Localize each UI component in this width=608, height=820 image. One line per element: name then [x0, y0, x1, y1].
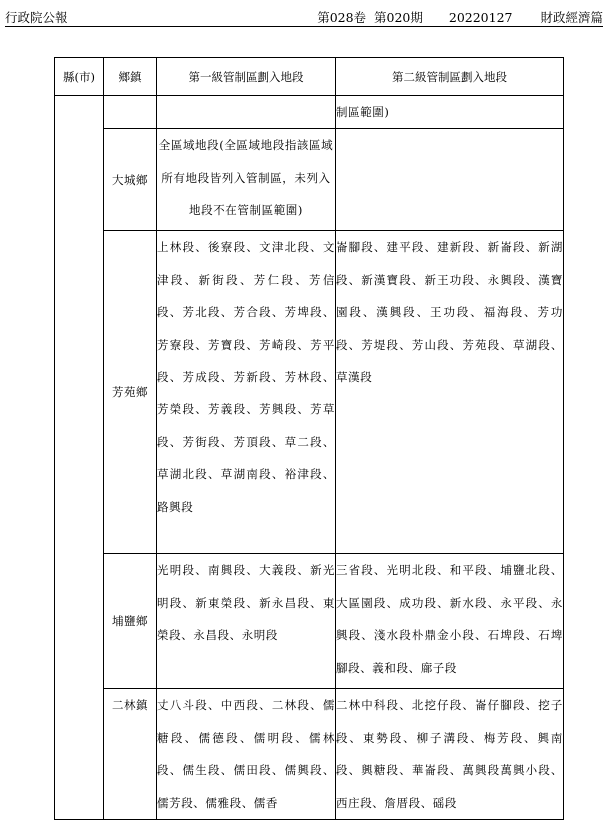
table-row [55, 689, 564, 820]
issue-number: 第020期 [374, 10, 423, 25]
level1-cell [157, 96, 336, 129]
township-cell: 埔鹽鄉 [104, 554, 157, 689]
level1-cell: 全區域地段(全區域地段指該區域所有地段皆列入管制區，未列入地段不在管制區範圍) [157, 129, 336, 231]
section-name: 財政經濟篇 [540, 10, 603, 25]
township-cell: 大城鄉 [104, 129, 157, 231]
column-header-township: 鄉鎮 [104, 58, 157, 96]
level2-cell: 制區範圍) [336, 96, 564, 129]
level1-cell: 光明段、南興段、大義段、新光明段、新東榮段、新永昌段、東榮段、永昌段、永明段 [157, 554, 336, 689]
column-header-level1: 第一級管制區劃入地段 [157, 58, 336, 96]
township-cell: 二林鎮 [104, 689, 157, 820]
volume-number: 第028卷 [317, 10, 367, 25]
page-header [5, 6, 603, 27]
publication-title: 行政院公報 [5, 10, 68, 25]
publish-date: 20220127 [448, 10, 513, 25]
table-row [55, 129, 564, 231]
table-header-row [55, 58, 564, 96]
level2-cell: 二林中科段、北挖仔段、崙仔腳段、挖子段、東勢段、柳子溝段、梅芳段、興南段、興糖段、華崙段、萬興段萬興小段、西庄段、詹厝段、磘段 [336, 689, 564, 820]
township-cell [104, 96, 157, 129]
level2-cell: 三省段、光明北段、和平段、埔鹽北段、大區園段、成功段、新水段、永平段、永興段、淺水段朴鼎金小段、石埤段、石埤腳段、義和段、廍子段 [336, 554, 564, 689]
level1-cell: 上林段、後寮段、文津北段、文津段、新街段、芳仁段、芳信段、芳北段、芳合段、芳埤段、芳寮段、芳寶段、芳崎段、芳平段、芳成段、芳新段、芳林段、芳榮段、芳義段、芳興段、芳草段、芳街段、芳頂段、草二段、草湖北段、草湖南段、裕津段、路興段 [157, 231, 336, 554]
column-header-level2: 第二級管制區劃入地段 [336, 58, 564, 96]
level1-cell: 丈八斗段、中西段、二林段、儒糖段、儒德段、儒明段、儒林段、儒生段、儒田段、儒興段、儒芳段、儒雅段、儒香 [157, 689, 336, 820]
township-cell: 芳苑鄉 [104, 231, 157, 554]
table-row [55, 231, 564, 554]
table-row [55, 554, 564, 689]
level2-cell [336, 129, 564, 231]
level2-cell: 崙腳段、建平段、建新段、新崙段、新湖段、新漢寶段、新王功段、永興段、漢寶園段、漢興段、王功段、福海段、芳功段、芳堤段、芳山段、芳苑段、草湖段、草漢段 [336, 231, 564, 554]
control-zone-table [54, 57, 564, 820]
issue-info [303, 8, 603, 26]
county-cell [55, 96, 104, 820]
table-row [55, 96, 564, 129]
column-header-county: 縣(市) [55, 58, 104, 96]
